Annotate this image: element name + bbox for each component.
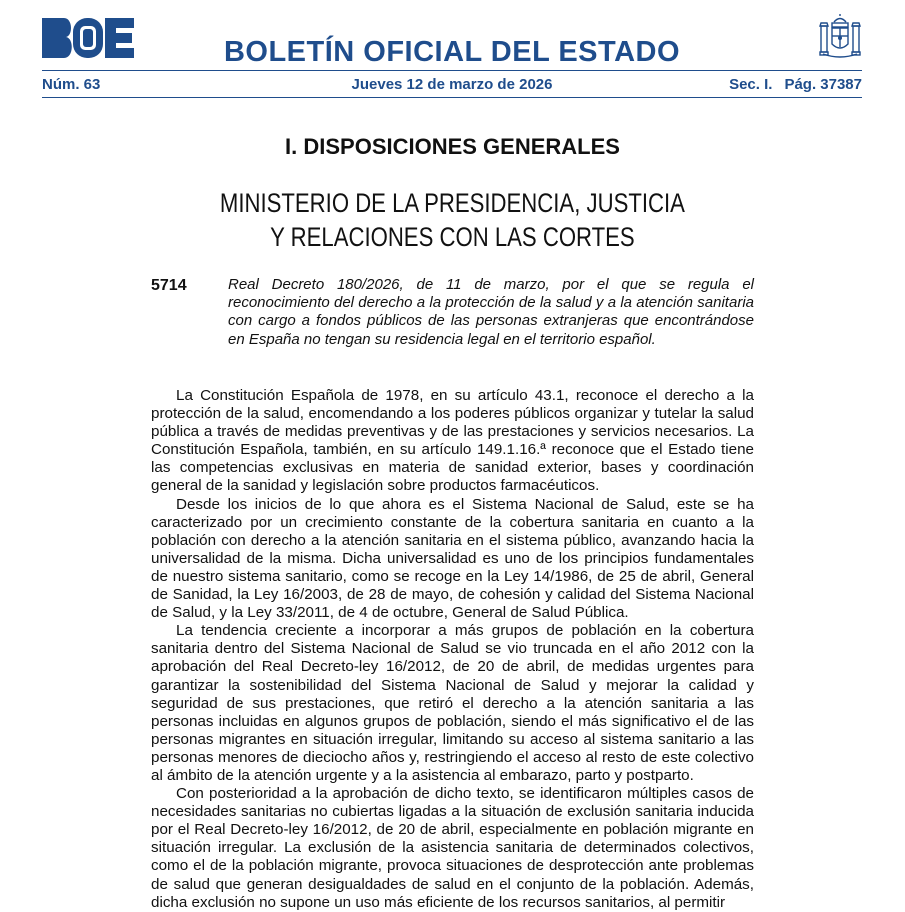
header-bottom-rule [42, 97, 862, 98]
disposition-number: 5714 [151, 277, 187, 294]
header-meta-bar [42, 76, 862, 94]
gazette-title: BOLETÍN OFICIAL DEL ESTADO [223, 36, 681, 68]
body-text [151, 387, 754, 912]
paragraph: La Constitución Española de 1978, en su artículo 43.1, reconoce el derecho a la protección de la salud, encomendando a los poderes públicos organizar y tutelar la salud pública a través de medidas preventivas y de las prestaciones y servicios necesarios. La Constitución Española, también, en su artículo 149.1.16.ª reconoce que el Estado tiene las competencias exclusivas en materia de sanidad exterior, bases y coordinación general de la sanidad y legislación sobre productos farmacéuticos. [151, 387, 754, 495]
ministry-line-2: Y RELACIONES CON LAS CORTES [270, 222, 635, 252]
issue-date: Jueves 12 de marzo de 2026 [351, 76, 553, 93]
paragraph: Desde los inicios de lo que ahora es el Sistema Nacional de Salud, este se ha caracterizado por un crecimiento constante de la cobertura sanitaria en cuanto a la población con derecho a la atención sanitaria en el sistema público, avanzando hacia la universalidad de la misma. Dicha universalidad es uno de los principios fundamentales de nuestro sistema sanitario, como se recoge en la Ley 14/1986, de 25 de abril, General de Sanidad, la Ley 16/2003, de 28 de mayo, de cohesión y calidad del Sistema Nacional de Salud, y la Ley 33/2011, de 4 de octubre, General de Salud Pública. [151, 495, 754, 622]
issue-number: Núm. 63 [42, 76, 101, 93]
ministry-line-1: MINISTERIO DE LA PRESIDENCIA, JUSTICIA [219, 188, 685, 218]
coat-of-arms-icon [818, 14, 862, 62]
section-page [729, 76, 862, 93]
section-title: I. DISPOSICIONES GENERALES [285, 134, 620, 159]
page-label: Pág. 37387 [784, 76, 862, 93]
paragraph: La tendencia creciente a incorporar a más grupos de población en la cobertura sanitaria dentro del Sistema Nacional de Salud se vio truncada en el año 2012 con la aprobación del Real Decreto-ley 16/2012, de 20 de abril, de medidas urgentes para garantizar la sostenibilidad del Sistema Nacional de Salud y mejorar la calidad y seguridad de sus prestaciones, que retiró el derecho a la atención sanitaria a las personas incluidas en algunos grupos de población, siendo el más significativo el de las personas migrantes en situación irregular, limitando su acceso al sistema sanitario a las personas menores de dieciocho años y, restringiendo el acceso al resto de este colectivo al ámbito de la atención urgente y a la asistencia al embarazo, parto y postparto. [151, 622, 754, 784]
masthead [42, 14, 862, 66]
ministry-heading [81, 186, 823, 254]
section-label: Sec. I. [729, 76, 773, 93]
header-top-rule [42, 70, 862, 71]
disposition-summary: Real Decreto 180/2026, de 11 de marzo, por el que se regula el reconocimiento del derecho a la protección de la salud y a la atención sanitaria con cargo a fondos públicos de las personas extranjeras que encontrándose en España no tengan su residencia legal en el territorio español. [228, 276, 754, 348]
paragraph: Con posterioridad a la aprobación de dicho texto, se identificaron múltiples casos de necesidades sanitarias no cubiertas ligadas a la situación de exclusión sanitaria inducida por el Real Decreto-ley 16/2012, de 20 de abril, especialmente en población migrante en situación irregular. La exclusión de la asistencia sanitaria de determinados colectivos, como el de la población migrante, provoca situaciones de desprotección ante problemas de salud que generan desigualdades de salud en el conjunto de la población. Además, dicha exclusión no supone un uso más eficiente de los recursos sanitarios, al permitir [151, 785, 754, 911]
